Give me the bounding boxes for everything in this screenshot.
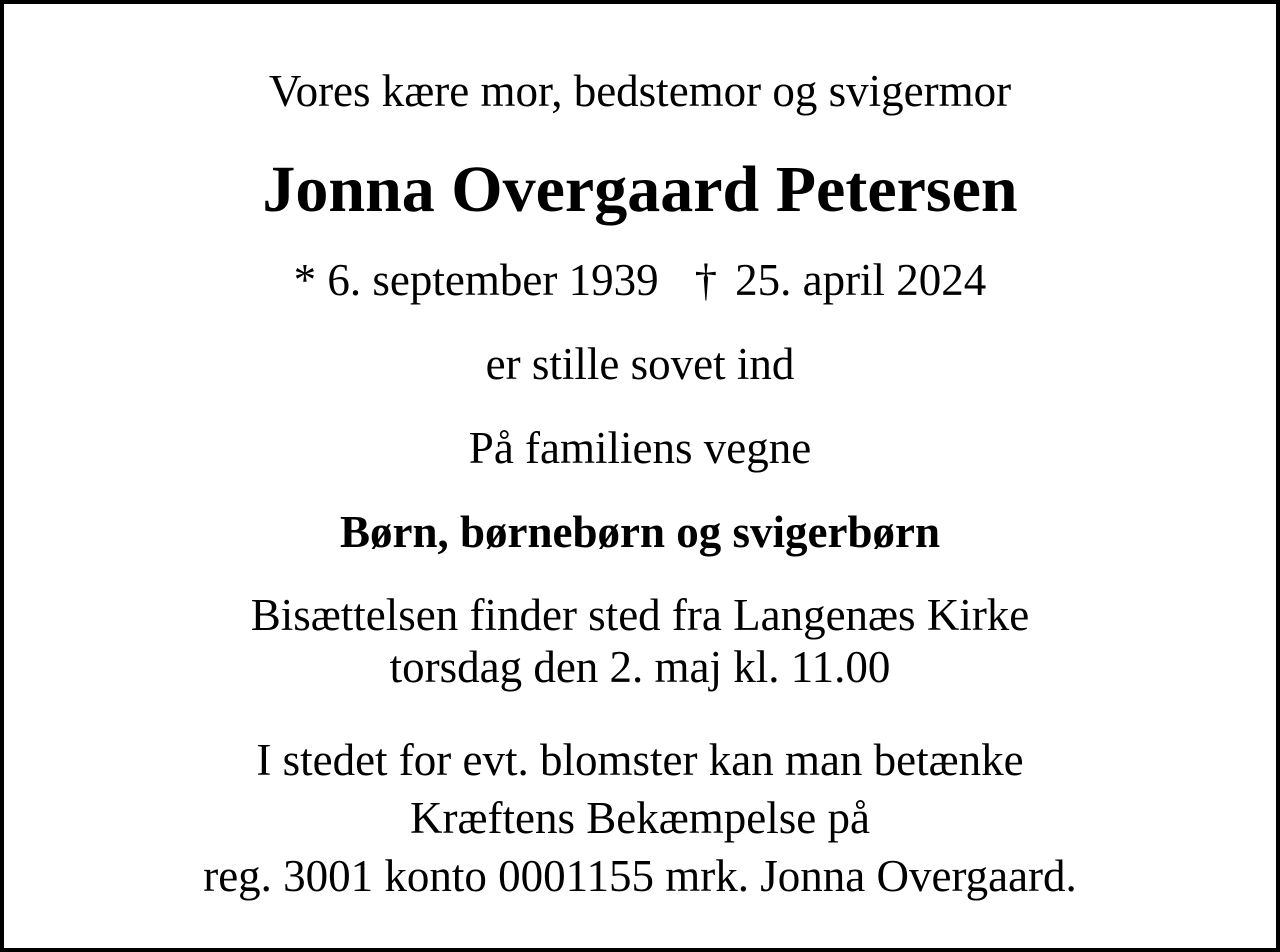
donation-info (4, 731, 1276, 905)
behalf-text: På familiens vegne (468, 423, 812, 473)
passed-text: er stille sovet ind (485, 339, 795, 389)
funeral-line-1: Bisættelsen finder sted fra Langenæs Kirke (250, 590, 1030, 640)
family-signature: Børn, børnebørn og svigerbørn (339, 507, 941, 557)
intro-text: Vores kære mor, bedstemor og svigermor (268, 66, 1012, 116)
donation-line-2: Kræftens Bekæmpelse på (410, 793, 870, 843)
funeral-line-2: torsdag den 2. maj kl. 11.00 (389, 642, 891, 692)
death-cross-icon: † (694, 255, 718, 305)
life-dates (4, 250, 1276, 310)
death-date: 25. april 2024 (735, 255, 987, 305)
donation-line-3: reg. 3001 konto 0001155 mrk. Jonna Overgaard. (203, 851, 1077, 901)
deceased-name: Jonna Overgaard Petersen (262, 153, 1018, 226)
funeral-info (4, 589, 1276, 693)
birth-date: * 6. september 1939 (293, 255, 659, 305)
donation-line-1: I stedet for evt. blomster kan man betænke (256, 735, 1024, 785)
